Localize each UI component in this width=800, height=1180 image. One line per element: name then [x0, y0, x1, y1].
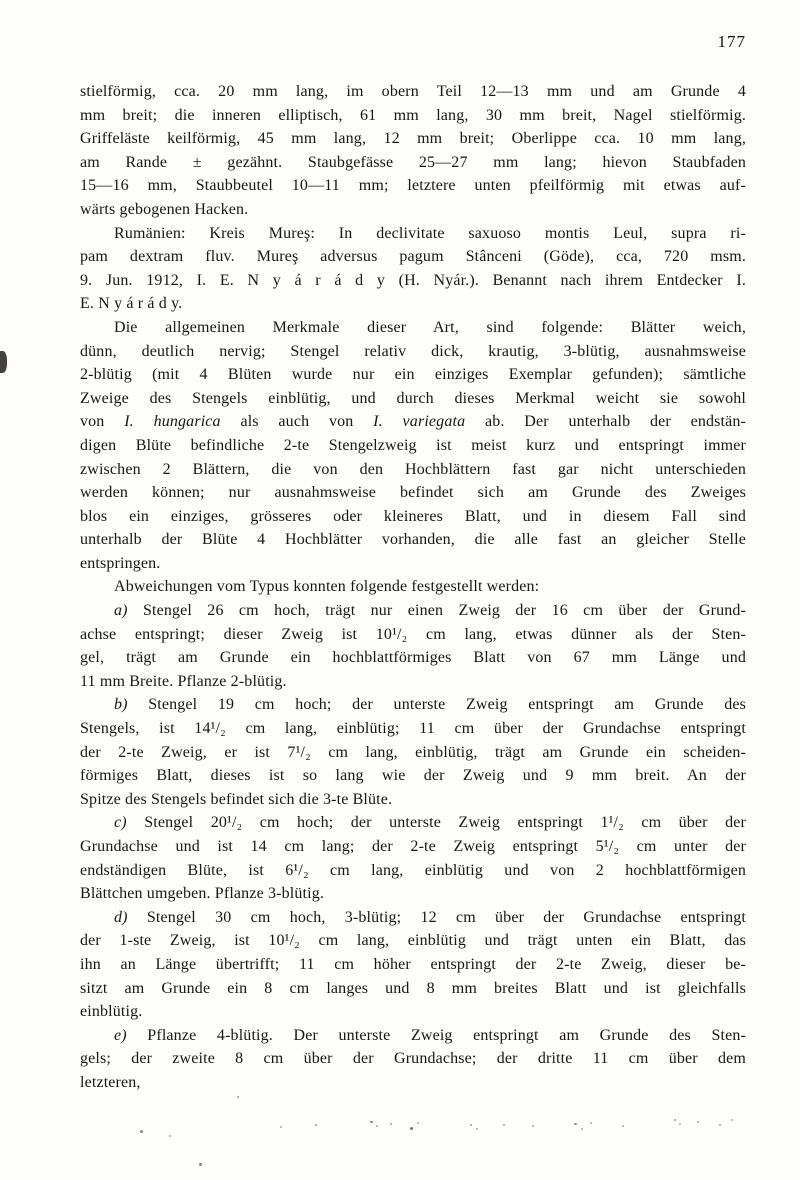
scan-speckle — [370, 1121, 373, 1123]
paragraph — [80, 316, 746, 576]
text-line — [80, 693, 746, 717]
scan-speckle — [503, 1124, 505, 1126]
text-line — [80, 1071, 746, 1095]
text-line — [80, 340, 746, 364]
text-run: 11 mm Breite. Pflanze 2-blütig. — [80, 672, 287, 690]
text-line — [80, 316, 746, 340]
paragraph — [80, 811, 746, 905]
scan-speckle — [679, 1123, 681, 1125]
text-run: e) — [114, 1026, 127, 1044]
text-run: 9. Jun. 1912, I. E. N y á r á d y (H. Nyár.). Benannt nach ihrem Entdecker I. — [80, 271, 746, 289]
text-line — [80, 198, 746, 222]
text-run: Stengel 30 cm hoch, 3-blütig; 12 cm über der Grundachse entspringt — [127, 908, 746, 926]
text-run: sitzt am Grunde ein 8 cm langes und 8 mm breites Blatt und ist gleichfalls — [80, 979, 746, 997]
text-run: letzteren, — [80, 1073, 141, 1091]
text-line — [80, 953, 746, 977]
text-run: als auch von — [220, 413, 374, 431]
text-run: Griffeläste keilförmig, 45 mm lang, 12 mm breit; Oberlippe cca. 10 mm lang, — [80, 130, 746, 148]
text-line — [80, 528, 746, 552]
paragraph — [80, 1024, 746, 1095]
scan-speckle — [590, 1122, 592, 1124]
paragraph — [80, 575, 746, 599]
text-line — [80, 835, 746, 859]
scan-speckle — [237, 1096, 239, 1098]
scan-speckle — [417, 1122, 419, 1124]
text-line — [80, 292, 746, 316]
text-run: unterhalb der Blüte 4 Hochblätter vorhanden, die alle fast an gleicher Stelle — [80, 531, 746, 549]
text-run: Pflanze 4-blütig. Der unterste Zweig entspringt am Grunde des Sten- — [126, 1026, 746, 1044]
text-line — [80, 1047, 746, 1071]
text-run: endständigen Blüte, ist 6¹/₂ cm lang, einblütig und von 2 hochblattförmigen — [80, 861, 746, 879]
scan-speckle — [390, 1123, 392, 1125]
text-run: Blättchen umgeben. Pflanze 3-blütig. — [80, 885, 325, 903]
text-run: b) — [114, 696, 128, 714]
text-run: Die allgemeinen Merkmale dieser Art, sind folgende: Blätter weich, — [114, 318, 746, 336]
text-line — [80, 741, 746, 765]
text-line — [80, 623, 746, 647]
text-line — [80, 599, 746, 623]
text-run: zwischen 2 Blättern, die von den Hochblättern fast gar nicht unterschieden — [80, 460, 746, 478]
text-line — [80, 764, 746, 788]
text-run: mm breit; die inneren elliptisch, 61 mm lang, 30 mm breit, Nagel stielförmig. — [80, 106, 746, 124]
scan-speckle — [315, 1124, 317, 1126]
text-run: achse entspringt; dieser Zweig ist 10¹/₂ cm lang, etwas dünner als der Sten- — [80, 625, 746, 643]
page-number: 177 — [717, 32, 746, 51]
text-run: Stengels, ist 14¹/₂ cm lang, einblütig; 11 cm über der Grundachse entspringt — [80, 720, 746, 738]
paragraph — [80, 599, 746, 693]
text-run: gels; der zweite 8 cm über der Grundachse; der dritte 11 cm über dem — [80, 1050, 746, 1068]
scan-speckle — [574, 1123, 577, 1125]
text-line — [80, 552, 746, 576]
text-line — [80, 788, 746, 812]
text-line — [80, 977, 746, 1001]
text-line — [80, 811, 746, 835]
text-line — [80, 410, 746, 434]
text-line — [80, 929, 746, 953]
text-line — [80, 906, 746, 930]
text-run: dünn, deutlich nervig; Stengel relativ dick, krautig, 3-blütig, ausnahmsweise — [80, 342, 746, 360]
text-run: einblütig. — [80, 1003, 143, 1021]
text-line — [80, 151, 746, 175]
text-run: stielförmig, cca. 20 mm lang, im obern Teil 12—13 mm und am Grunde 4 — [80, 83, 746, 100]
text-line — [80, 1000, 746, 1024]
scan-speckle — [697, 1121, 699, 1123]
scan-speckle — [376, 1125, 378, 1127]
text-line — [80, 387, 746, 411]
text-line — [80, 269, 746, 293]
text-run: förmiges Blatt, dieses ist so lang wie der Zweig und 9 mm breit. An der — [80, 767, 746, 785]
text-line — [80, 882, 746, 906]
text-line — [80, 245, 746, 269]
text-run: Stengel 19 cm hoch; der unterste Zweig entspringt am Grunde des — [127, 696, 746, 714]
text-line — [80, 575, 746, 599]
text-run: gel, trägt am Grunde ein hochblattförmiges Blatt von 67 mm Länge und — [80, 649, 746, 667]
text-run: Abweichungen vom Typus konnten folgende festgestellt werden: — [114, 578, 540, 596]
scan-speckle — [470, 1124, 472, 1126]
text-run: 2-blütig (mit 4 Blüten wurde nur ein einziges Exemplar gefunden); sämtliche — [80, 366, 746, 384]
text-run: d) — [114, 908, 128, 926]
text-run: Spitze des Stengels befindet sich die 3-te Blüte. — [80, 790, 393, 808]
text-run: Stengel 20¹/₂ cm hoch; der unterste Zweig entspringt 1¹/₂ cm über der — [126, 814, 746, 832]
scan-speckle — [169, 1135, 171, 1137]
paragraph — [80, 906, 746, 1024]
scan-speckle — [140, 1130, 143, 1133]
paragraph — [80, 80, 746, 222]
text-line — [80, 127, 746, 151]
text-run: von — [80, 413, 125, 431]
text-run: c) — [114, 814, 127, 832]
text-line — [80, 222, 746, 246]
text-run: wärts gebogenen Hacken. — [80, 200, 249, 218]
text-run: ihn an Länge übertrifft; 11 cm höher entspringt der 2-te Zweig, dieser be- — [80, 955, 746, 973]
text-run: 15—16 mm, Staubbeutel 10—11 mm; letztere unten pfeilförmig mit etwas auf- — [80, 177, 746, 195]
text-line — [80, 174, 746, 198]
scan-speckle — [719, 1124, 721, 1126]
text-run: E. N y á r á d y. — [80, 295, 183, 313]
scan-speckle — [199, 1163, 202, 1166]
ink-mark-artifact — [0, 351, 7, 373]
scan-speckle — [622, 1125, 624, 1127]
text-line — [80, 646, 746, 670]
text-run: blos ein einziges, grösseres oder kleineres Blatt, und in diesem Fall sind — [80, 507, 746, 525]
scan-speckle — [581, 1128, 583, 1130]
text-line — [80, 859, 746, 883]
text-run: der 2-te Zweig, er ist 7¹/₂ cm lang, einblütig, trägt am Grunde ein scheiden- — [80, 743, 746, 761]
text-line — [80, 458, 746, 482]
text-run: Zweige des Stengels einblütig, und durch dieses Merkmal weicht sie sowohl — [80, 389, 746, 407]
text-line — [80, 363, 746, 387]
text-line — [80, 670, 746, 694]
text-run: a) — [114, 602, 128, 620]
text-run: am Rande ± gezähnt. Staubgefässe 25—27 mm lang; hievon Staubfaden — [80, 153, 746, 171]
text-line — [80, 481, 746, 505]
scan-speckle — [731, 1119, 733, 1121]
text-line — [80, 1024, 746, 1048]
scan-speckle — [410, 1127, 413, 1130]
text-run: pam dextram fluv. Mureş adversus pagum Stânceni (Göde), cca, 720 msm. — [80, 248, 746, 266]
text-run: Stengel 26 cm hoch, trägt nur einen Zweig der 16 cm über der Grund- — [127, 602, 746, 620]
text-run: I. hungarica — [124, 413, 221, 431]
paragraph — [80, 222, 746, 316]
text-line — [80, 104, 746, 128]
text-line — [80, 717, 746, 741]
scan-speckle — [280, 1126, 282, 1128]
text-run: ab. Der unterhalb der endstän- — [465, 413, 746, 431]
text-run: werden können; nur ausnahmsweise befindet sich am Grunde des Zweiges — [80, 484, 746, 502]
scan-speckle — [476, 1128, 478, 1130]
text-line — [80, 434, 746, 458]
text-line — [80, 505, 746, 529]
text-run: Rumänien: Kreis Mureş: In declivitate saxuoso montis Leul, supra ri- — [114, 224, 746, 242]
text-run: entspringen. — [80, 554, 161, 572]
paragraph — [80, 693, 746, 811]
text-run: der 1-ste Zweig, ist 10¹/₂ cm lang, einblütig und trägt unten ein Blatt, das — [80, 932, 746, 950]
text-line — [80, 80, 746, 104]
text-run: Grundachse und ist 14 cm lang; der 2-te Zweig entspringt 5¹/₂ cm unter der — [80, 838, 746, 855]
text-run: digen Blüte befindliche 2-te Stengelzweig ist meist kurz und entspringt immer — [80, 436, 746, 454]
text-block — [80, 80, 746, 1095]
scan-speckle — [674, 1119, 676, 1121]
scan-speckle — [532, 1125, 534, 1127]
text-run: I. variegata — [373, 413, 466, 431]
